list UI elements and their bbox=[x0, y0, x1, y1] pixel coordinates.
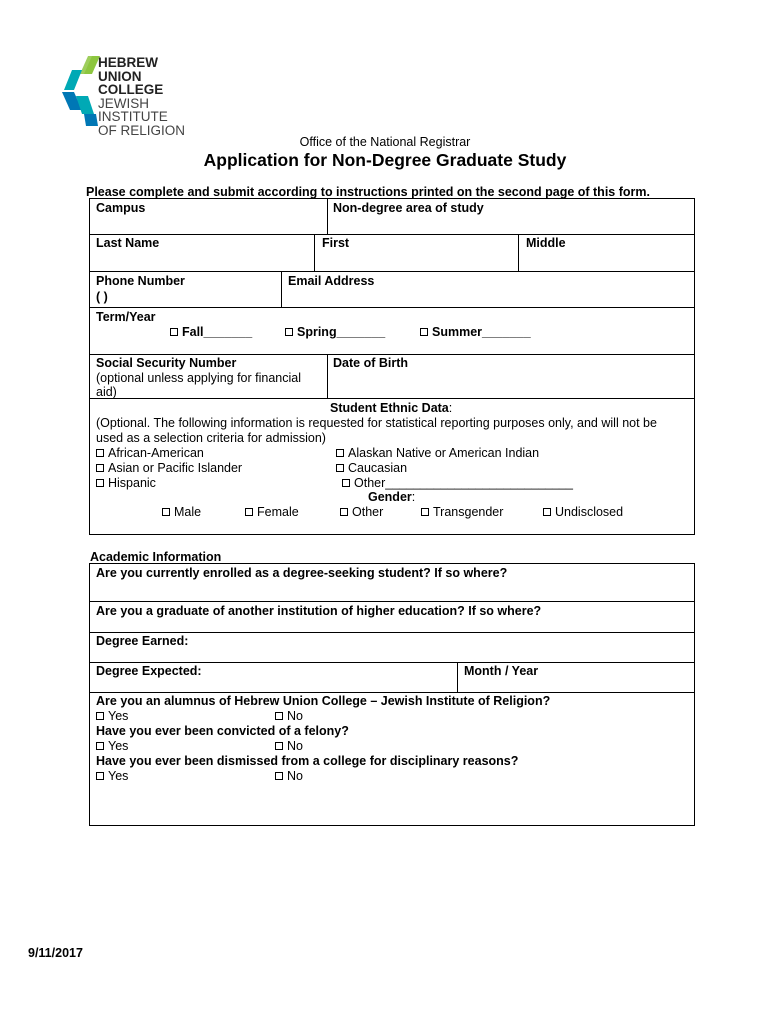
checkbox-icon bbox=[275, 712, 283, 720]
ssn-note-1: (optional unless applying for financial bbox=[96, 371, 301, 385]
felony-question: Have you ever been convicted of a felony? bbox=[96, 724, 349, 738]
phone-field[interactable]: Phone Number bbox=[96, 274, 185, 288]
logo-line-2: UNION bbox=[98, 68, 142, 84]
alumnus-yes-option[interactable]: Yes bbox=[96, 709, 128, 723]
caucasian-option[interactable]: Caucasian bbox=[336, 461, 407, 475]
checkbox-icon bbox=[96, 479, 104, 487]
african-american-option[interactable]: African-American bbox=[96, 446, 204, 460]
term-year-label: Term/Year bbox=[96, 310, 156, 324]
male-option[interactable]: Male bbox=[162, 505, 201, 519]
ethnic-data-title: Student Ethnic Data: bbox=[330, 401, 453, 415]
checkbox-icon bbox=[543, 508, 551, 516]
alumnus-no-option[interactable]: No bbox=[275, 709, 303, 723]
dismissed-yes-option[interactable]: Yes bbox=[96, 769, 128, 783]
checkbox-icon bbox=[342, 479, 350, 487]
page-title: Application for Non-Degree Graduate Study bbox=[203, 150, 567, 170]
checkbox-icon bbox=[96, 742, 104, 750]
middle-name-field[interactable]: Middle bbox=[526, 236, 566, 250]
phone-format: ( ) bbox=[96, 290, 108, 304]
checkbox-icon bbox=[336, 464, 344, 472]
ethnic-note-2: used as a selection criteria for admission) bbox=[96, 431, 326, 445]
checkbox-icon bbox=[96, 449, 104, 457]
gender-title: Gender: bbox=[368, 490, 416, 504]
checkbox-icon bbox=[420, 328, 428, 336]
ethnic-note-1: (Optional. The following information is requested for statistical reporting purposes only, and will not be bbox=[96, 416, 657, 430]
other-gender-option[interactable]: Other bbox=[340, 505, 383, 519]
checkbox-icon bbox=[275, 772, 283, 780]
checkbox-icon bbox=[336, 449, 344, 457]
ssn-note-2: aid) bbox=[96, 385, 117, 399]
female-option[interactable]: Female bbox=[245, 505, 299, 519]
ssn-field[interactable]: Social Security Number bbox=[96, 356, 237, 370]
first-name-field[interactable]: First bbox=[322, 236, 350, 250]
checkbox-icon bbox=[275, 742, 283, 750]
spring-option[interactable]: Spring_______ bbox=[285, 325, 385, 339]
logo-line-1: HEBREW bbox=[98, 55, 158, 70]
checkbox-icon bbox=[170, 328, 178, 336]
checkbox-icon bbox=[245, 508, 253, 516]
degree-expected-field[interactable]: Degree Expected: bbox=[96, 664, 202, 678]
instructions: Please complete and submit according to instructions printed on the second page of this form. bbox=[86, 185, 650, 199]
hispanic-option[interactable]: Hispanic bbox=[96, 476, 156, 490]
asian-option[interactable]: Asian or Pacific Islander bbox=[96, 461, 242, 475]
alaskan-option[interactable]: Alaskan Native or American Indian bbox=[336, 446, 539, 460]
fall-option[interactable]: Fall_______ bbox=[170, 325, 252, 339]
felony-no-option[interactable]: No bbox=[275, 739, 303, 753]
checkbox-icon bbox=[340, 508, 348, 516]
form-date: 9/11/2017 bbox=[28, 946, 83, 960]
dismissed-question: Have you ever been dismissed from a college for disciplinary reasons? bbox=[96, 754, 519, 768]
summer-option[interactable]: Summer_______ bbox=[420, 325, 531, 339]
checkbox-icon bbox=[96, 464, 104, 472]
logo-line-3: COLLEGE bbox=[98, 82, 164, 97]
checkbox-icon bbox=[96, 772, 104, 780]
checkbox-icon bbox=[162, 508, 170, 516]
month-year-field[interactable]: Month / Year bbox=[464, 664, 539, 678]
campus-field[interactable]: Campus bbox=[96, 201, 146, 215]
last-name-field[interactable]: Last Name bbox=[96, 236, 160, 250]
checkbox-icon bbox=[96, 712, 104, 720]
academic-info-title: Academic Information bbox=[90, 550, 222, 564]
logo-line-6: OF RELIGION bbox=[98, 122, 186, 138]
logo-line-4: JEWISH bbox=[98, 95, 150, 111]
checkbox-icon bbox=[285, 328, 293, 336]
graduate-question[interactable]: Are you a graduate of another institution of higher education? If so where? bbox=[96, 604, 542, 618]
enrolled-question[interactable]: Are you currently enrolled as a degree-seeking student? If so where? bbox=[96, 566, 508, 580]
alumnus-question: Are you an alumnus of Hebrew Union College – Jewish Institute of Religion? bbox=[96, 694, 551, 708]
area-of-study-field[interactable]: Non-degree area of study bbox=[333, 201, 484, 215]
other-ethnic-option[interactable]: Other___________________________ bbox=[342, 476, 573, 490]
checkbox-icon bbox=[421, 508, 429, 516]
logo-line-5: INSTITUTE bbox=[98, 109, 168, 124]
email-field[interactable]: Email Address bbox=[288, 274, 375, 288]
felony-yes-option[interactable]: Yes bbox=[96, 739, 128, 753]
dismissed-no-option[interactable]: No bbox=[275, 769, 303, 783]
dob-field[interactable]: Date of Birth bbox=[333, 356, 408, 370]
logo-wordmark bbox=[98, 56, 185, 137]
office-subtitle: Office of the National Registrar bbox=[299, 135, 471, 149]
undisclosed-option[interactable]: Undisclosed bbox=[543, 505, 623, 519]
transgender-option[interactable]: Transgender bbox=[421, 505, 503, 519]
degree-earned-field[interactable]: Degree Earned: bbox=[96, 634, 189, 648]
